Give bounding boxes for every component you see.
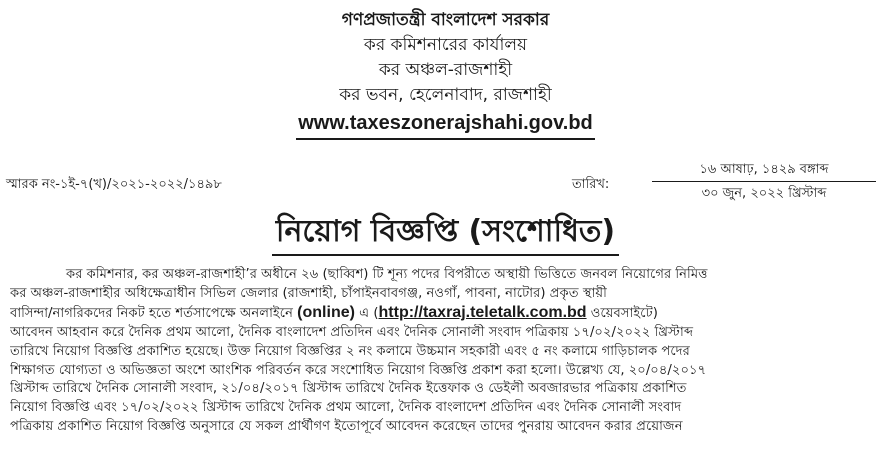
website-line <box>0 108 891 140</box>
body-line-text: বাসিন্দা/নাগরিকদের নিকট হতে শর্তসাপেক্ষে অনলাইনে <box>10 305 293 321</box>
body-line-text: ওয়েবসাইটে) <box>590 305 658 321</box>
government-name: গণপ্রজাতন্ত্রী বাংলাদেশ সরকার <box>341 10 550 30</box>
memo-row <box>6 162 886 208</box>
date-box <box>652 160 876 204</box>
body-line: কর কমিশনার, কর অঞ্চল-রাজশাহী’র অধীনে ২৬ (ছাব্বিশ) টি শূন্য পদের বিপরীতে অস্থায়ী ভিত্তিতে জনবল নিয়োগের নিমিত্ত <box>66 267 708 282</box>
body-line-text: এ ( <box>359 305 379 321</box>
application-url-link[interactable]: http://taxraj.teletalk.com.bd <box>378 303 587 321</box>
online-word: (online) <box>297 303 355 321</box>
office-header <box>0 8 891 140</box>
body-line: শিক্ষাগত যোগ্যতা ও অভিজ্ঞতা অংশে আংশিক পরিবর্তন করে সংশোধিত নিয়োগ বিজ্ঞপ্তি প্রকাশ করা হলো। উল্লেখ্য যে, ২০/০৪/২০১৭ <box>10 362 707 378</box>
zone-name: কর অঞ্চল-রাজশাহী <box>378 60 513 80</box>
office-address: কর ভবন, হেলেনাবাদ, রাজশাহী <box>339 85 552 105</box>
date-english: ৩০ জুন, ২০২২ খ্রিস্টাব্দ <box>701 186 827 201</box>
notice-title: নিয়োগ বিজ্ঞপ্তি (সংশোধিত) <box>272 210 619 256</box>
memo-number: স্মারক নং-১ই-৭(খ)/২০২১-২০২২/১৪৯৮ <box>6 177 222 192</box>
website-link[interactable]: www.taxeszonerajshahi.gov.bd <box>296 108 595 140</box>
body-line: নিয়োগ বিজ্ঞপ্তি এবং ১৭/০২/২০২২ খ্রিস্টাব্দ তারিখে দৈনিক প্রথম আলো, দৈনিক বাংলাদেশ প্রতিদিন এবং দৈনিক সোনালী সংবাদ <box>10 400 682 416</box>
body-line: আবেদন আহবান করে দৈনিক প্রথম আলো, দৈনিক বাংলাদেশ প্রতিদিন এবং দৈনিক সোনালী সংবাদ পত্রিকায় ১৭/০২/২০২২ খ্রিস্টাব্দ <box>10 324 694 340</box>
body-line: খ্রিস্টাব্দ তারিখে দৈনিক সোনালী সংবাদ, ২১/০৪/২০১৭ খ্রিস্টাব্দ তারিখে দৈনিক ইত্তেফাক ও ডেইলী অবজারভার পত্রিকায় প্রকাশিত <box>10 381 687 397</box>
date-label: তারিখ: <box>572 177 610 192</box>
body-line: কর অঞ্চল-রাজশাহীর অধিক্ষেত্রাধীন সিভিল জেলার (রাজশাহী, চাঁপাইনবাবগঞ্জ, নওগাঁ, পাবনা, নাটোর) প্রকৃত স্থায়ী <box>10 285 607 301</box>
date-bangla: ১৬ আষাঢ়, ১৪২৯ বঙ্গাব্দ <box>652 160 876 182</box>
notice-body <box>10 266 876 437</box>
notice-title-wrap <box>0 210 891 256</box>
body-line: পত্রিকায় প্রকাশিত নিয়োগ বিজ্ঞপ্তি অনুসারে যে সকল প্রার্থীগণ ইতোপূর্বে আবেদন করেছেন তাদের পুনরায় আবেদন করার প্রয়োজন <box>10 419 683 435</box>
office-name: কর কমিশনারের কার্যালয় <box>363 35 528 55</box>
body-line-online <box>10 304 876 324</box>
body-line: তারিখে নিয়োগ বিজ্ঞপ্তি প্রকাশিত হয়েছে। উক্ত নিয়োগ বিজ্ঞপ্তির ২ নং কলামে উচ্চমান সহকারী এবং ৫ নং কলামে গাড়িচালক পদের <box>10 343 690 359</box>
